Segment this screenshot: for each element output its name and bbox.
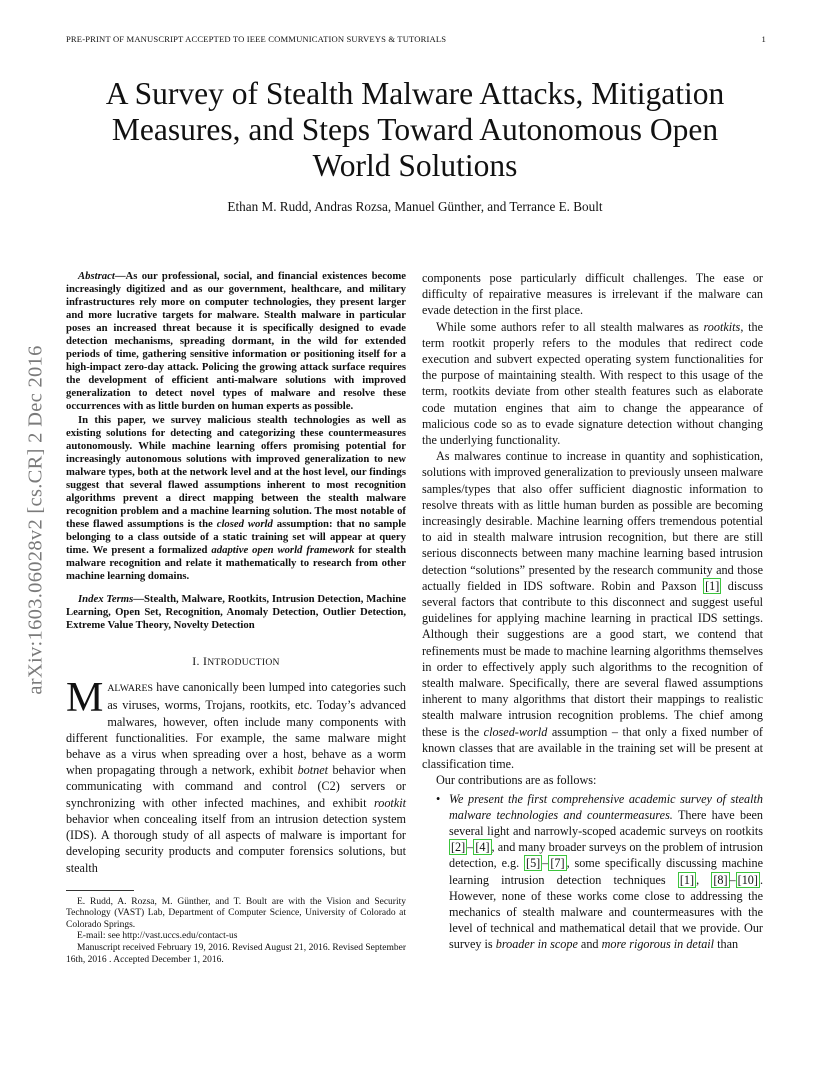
index-terms-label: Index Terms <box>78 593 134 606</box>
right-column <box>422 270 763 953</box>
arxiv-sidebar <box>22 290 50 750</box>
right-p3a: As malwares continue to increase in quantity and sophistication, solutions with improved generalization to previously unseen malware samples/types that also offer sufficient diagnostic information to resolve threats with as little human burden as possible are becoming increasingly desirable. Machine learning offers tremendous potential to aid in stealth malware intrusion recognition, but there are still serious disconnects between many machine learning based intrusion detection “solutions” presented by the research community and those actually fielded in IDS software. Robin and Paxson <box>422 449 763 593</box>
right-p2a: While some authors refer to all stealth malwares as <box>436 319 704 334</box>
contrib-text-b: , and many broader surveys on the problem of intrusion detection, e.g. <box>449 840 763 871</box>
intro-body <box>66 675 406 875</box>
footnote-email[interactable]: E-mail: see http://vast.uccs.edu/contact-us <box>77 931 238 942</box>
right-p3c: assumption – that only a fixed number of known classes that are available in the training set will be present at classification time. <box>422 724 763 772</box>
contrib-dash-1: – <box>467 840 474 855</box>
right-p2b: , the term rootkit properly refers to the modules that redirect code execution and subvert expected operating system functionalities for the purpose of maintaining stealth. With respect to this usage of the term, rootkits deviate from other stealth features such as elaborate code mutation engines that aim to change the appearance of malicious code so as to evade signature detection without changing the underlying functionality. <box>422 319 764 448</box>
running-header-text: PRE-PRINT OF MANUSCRIPT ACCEPTED TO IEEE COMMUNICATION SURVEYS & TUTORIALS <box>66 34 447 44</box>
contrib-broader: broader in scope <box>495 937 578 952</box>
intro-t2: behavior when communicating with command and control (C2) servers or synchronizing with other infected machines, and exhibit <box>66 763 406 810</box>
citation-2[interactable]: [2] <box>451 840 466 855</box>
citation-1[interactable]: [1] <box>705 578 720 593</box>
right-closed-world: closed-world <box>483 724 548 739</box>
contrib-text-c: , some specifically discussing machine learning intrusion detection techniques <box>449 856 763 887</box>
right-p1: components pose particularly difficult challenges. The ease or difficulty of repairative measures is irrelevant if the malware can evade detection in the first place. <box>422 271 763 318</box>
abstract-label: Abstract <box>78 270 115 282</box>
intro-rootkit: rootkit <box>373 795 406 810</box>
drop-cap: M <box>66 675 104 722</box>
contrib-rigorous: more rigorous in detail <box>601 937 715 952</box>
section-first-letter: I <box>202 654 208 669</box>
intro-smallcaps: ALWARES <box>107 683 153 695</box>
footnote-affiliation: E. Rudd, A. Rozsa, M. Günther, and T. Boult are with the Vision and Security Technology (VAST) Lab, Department of Computer Science, University of Colorado at Colorado Springs. <box>66 896 406 930</box>
abstract-adaptive: adaptive open world framework <box>211 543 355 556</box>
paper-title: A Survey of Stealth Malware Attacks, Mitigation Measures, and Steps Toward Autonomous Open World Solutions <box>105 76 725 183</box>
contrib-dash-2: – <box>542 856 549 871</box>
contrib-text-d: . However, none of these works come close to addressing the mechanics of stealth malware and countermeasures with the level of technical and mathematical detail that we provide. Our survey is <box>449 872 763 952</box>
intro-t1: have canonically been lumped into categories such as viruses, worms, Trojans, rootkits, etc. Today’s advanced malwares, however, often include many components with different functionalities. For example, the same malware might behave as a virus when spreading over a host, behave as a worm when propagating through a network, exhibit <box>66 680 406 778</box>
abstract-p2c: for stealth malware recognition and relate it mathematically to research from other machine learning domains. <box>66 543 407 583</box>
footnote-manuscript: Manuscript received February 19, 2016. Revised August 21, 2016. Revised September 16th, 2016 . Accepted December 1, 2016. <box>66 943 406 965</box>
arxiv-identifier[interactable]: arXiv:1603.06028v2 [cs.CR] 2 Dec 2016 <box>24 345 47 695</box>
section-rest: NTRODUCTION <box>207 657 280 669</box>
right-p3b: discuss several factors that contribute to this disconnect and suggest useful guidelines for applying machine learning in practical IDS settings. Although their suggestions are a good start, we contend that refinements must be made to machine learning algorithms themselves in order to effectively apply such algorithms to the recognition of stealth malware. Specifically, there are several flawed assumptions inherent to many algorithms that distort their mappings to realistic stealth malware intrusion recognition problems. The chief among these is the <box>422 578 763 739</box>
list-item <box>449 791 763 953</box>
citation-4[interactable]: [4] <box>475 840 490 855</box>
contrib-comma: , <box>696 872 712 887</box>
citation-1b[interactable]: [1] <box>679 872 695 887</box>
footnote-rule <box>66 890 134 891</box>
citation-5[interactable]: [5] <box>526 856 541 871</box>
running-header <box>66 34 766 44</box>
contributions-list <box>422 791 763 953</box>
citation-7[interactable]: [7] <box>550 856 565 871</box>
right-rootkits: rootkits <box>703 319 741 334</box>
intro-t3: behavior when concealing itself from an intrusion detection system (IDS). A thorough study of all aspects of malware is important for developing security products and computer forensics solutions, but stealth <box>66 811 406 875</box>
right-body <box>422 270 763 789</box>
author-list: Ethan M. Rudd, Andras Rozsa, Manuel Günther, and Terrance E. Boult <box>227 199 603 214</box>
contrib-and: and <box>577 937 602 952</box>
citation-10[interactable]: [10] <box>737 872 758 887</box>
abstract-closed-world: closed world <box>216 517 273 530</box>
right-p4: Our contributions are as follows: <box>436 773 597 788</box>
intro-botnet: botnet <box>297 763 329 778</box>
abstract-p2b: assumption: that no sample belonging to a class outside of a static training set will appear at query time. We present a formalized <box>66 517 406 556</box>
footnote <box>66 897 406 967</box>
index-terms <box>66 593 406 632</box>
section-numeral: I. <box>192 654 203 669</box>
section-heading <box>66 654 406 669</box>
index-terms-text: —Stealth, Malware, Rootkits, Intrusion Detection, Machine Learning, Open Set, Recognition, Anomaly Detection, Outlier Detection, Extreme Value Theory, Novelty Detection <box>66 593 406 632</box>
abstract-p2a: In this paper, we survey malicious stealth technologies as well as existing solutions for detecting and categorizing these countermeasures autonomously. While machine learning offers promising potential for increasingly autonomous solutions with improved generalization to new malware types, both at the network level and at the host level, our findings suggest that several flawed assumptions inherent to most recognition algorithms prevent a direct mapping between the stealth malware recognition problem and a machine learning solution. The most notable of these flawed assumptions is the <box>66 413 406 530</box>
abstract <box>66 270 406 583</box>
contrib-dash-3: – <box>729 872 736 887</box>
contrib-text-a: There have been several light and narrowly-scoped academic surveys on rootkits <box>449 807 763 838</box>
contrib-than: than <box>714 937 739 952</box>
abstract-p1: —As our professional, social, and financial existences become increasingly digitized and as our government, healthcare, and military infrastructures rely more on computer technologies, they present larger and more lucrative targets for malware. Stealth malware in particular poses an increased threat because it is specifically designed to evade detection mechanisms, spreading dormant, in the wild for extended periods of time, gathering sensitive information or positioning itself for a high-impact zero-day attack. Policing the growing attack surface requires the development of efficient anti-malware solutions with improved generalization to detect novel types of malware and resolve these occurrences with as little burden on human experts as possible. <box>66 270 406 413</box>
contrib-italic: We present the first comprehensive academic survey of stealth malware technologies and countermeasures. <box>449 791 763 822</box>
page-number: 1 <box>761 34 766 44</box>
left-column <box>66 270 406 966</box>
citation-8[interactable]: [8] <box>713 872 728 887</box>
